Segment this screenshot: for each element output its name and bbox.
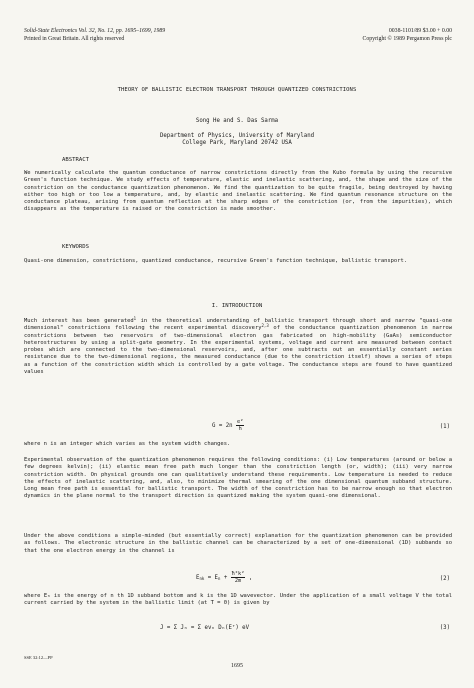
equation-3: J = Σ Jₙ = Σ evₙ Dₙ(Eᶠ) eV xyxy=(160,625,250,631)
intro-paragraph-4: Under the above conditions a simple-minded (but essentially correct) explanation for the quantization phenomenon can be provided as follows. The electronic structure in the ballistic channel can be characterized by a set of one-dimensional (1D) subbands so that the one electron energy in the channel is xyxy=(24,533,452,554)
printed-notice: Printed in Great Britain. All rights reserved xyxy=(24,35,125,42)
equation-3-number: (3) xyxy=(439,625,450,631)
equation-2 xyxy=(196,571,252,584)
equation-1-number: (1) xyxy=(439,424,450,430)
eq2-mid: = E xyxy=(204,575,218,581)
copyright-info xyxy=(252,28,452,43)
intro-p1-text-c: of the conductance quantization phenomenon in narrow constrictions between two reservoirs of two-dimensional electron gas fabricated on high-mobility (GaAs) semiconductor heterostructures by using a split-gate geometry. In the experimental systems, voltage and current are measured between contact probes which are connected to the two-dimensional reservoirs, and, after one subtracts out an essentially constant series resistance due to the two-dimensional regions, the measured conductance (due to the constriction itself) shows a series of steps as a function of the constriction width which is controlled by a gate voltage. The conductance steps are found to have quantized values xyxy=(24,325,452,375)
eq2-lhs: E xyxy=(196,575,200,581)
page-number: 1695 xyxy=(231,663,243,669)
eq2-lhs-subscript: nk xyxy=(199,576,205,581)
journal-citation: Solid-State Electronics Vol. 32, No. 12, pp. 1695–1699, 1989 xyxy=(24,28,166,34)
abstract-text: We numerically calculate the quantum conductance of narrow constrictions directly from the Kubo formula by using the recursive Green's function technique. We study effects of temperature, elastic and inelastic scattering, and, the shape and the size of the constriction on the conductance quantization phenomenon. We find the quantization to be quite fragile, being destroyed by having either too high or too low a temperature, and, by elastic and inelastic scattering. We find quantum resonance structure on the conductance plateau, arising from quantum reflection at the sharp edges of the constriction (or, from the impurities), which disappears as the temperature is raised or the constriction is made smoother. xyxy=(24,170,452,213)
citation-1: 1 xyxy=(133,316,137,321)
keywords-heading: KEYWORDS xyxy=(62,244,89,250)
citation-2-3: 2,3 xyxy=(261,323,269,329)
intro-paragraph-5: where Eₙ is the energy of n th 1D subband bottom and k is the 1D wavevector. Under the application of a small voltage V the total current carried by the system in the ballistic limit (at T = 0) is given by xyxy=(24,593,452,607)
keywords-text: Quasi-one dimension, constrictions, quantized conductance, recursive Green's function technique, ballistic transport. xyxy=(24,258,408,264)
journal-info xyxy=(24,28,244,43)
intro-paragraph-3: Experimental observation of the quantization phenomenon requires the following conditions: (i) Low temperatures (around or below a few degrees kelvin); (ii) elastic mean free path much longer than the constriction length (or, width); (iii) very narrow constriction width. On physical grounds one can qualitatively understand these requirements. Low temperature is needed to reduce the effects of inelastic scattering, and, also, to minimize thermal smearing of the one dimensional quantum subband structure. Long mean free path is essential for ballistic transport. The width of the constriction has to be narrow enough so that electron dynamics in the plane normal to the transport direction is quantized making the system quasi-one dimensional. xyxy=(24,457,452,500)
affiliation-line-2: College Park, Maryland 20742 USA xyxy=(182,140,292,147)
paper-authors: Song He and S. Das Sarma xyxy=(195,118,279,124)
footer-code: SSE 32:12—PP xyxy=(24,655,53,660)
intro-p1-text-a: Much interest has been generated xyxy=(24,318,134,324)
affiliation-line-1: Department of Physics, University of Maryland xyxy=(159,133,315,139)
eq2-denominator: 2m xyxy=(234,578,242,584)
eq1-numerator: e² xyxy=(236,419,244,425)
introduction-heading: I. INTRODUCTION xyxy=(211,303,263,309)
intro-paragraph-2: where n is an integer which varies as the system width changes. xyxy=(24,441,231,447)
abstract-heading: ABSTRACT xyxy=(62,157,89,163)
eq1-fraction xyxy=(236,419,244,432)
eq2-mid-subscript: n xyxy=(217,576,221,581)
eq1-denominator: h xyxy=(238,426,242,432)
eq2-fraction xyxy=(231,571,246,584)
copyright-notice: Copyright © 1989 Pergamon Press plc xyxy=(362,35,452,42)
paper-title: THEORY OF BALLISTIC ELECTRON TRANSPORT THROUGH QUANTIZED CONSTRICTIONS xyxy=(117,87,357,93)
equation-2-number: (2) xyxy=(439,576,450,582)
paper-affiliation xyxy=(0,133,474,148)
equation-1 xyxy=(212,419,244,432)
eq2-numerator: ħ²k² xyxy=(231,571,245,577)
eq2-tail: , xyxy=(245,575,253,581)
intro-paragraph-1 xyxy=(24,318,452,376)
intro-p1-text-b: in the theoretical understanding of ballistic transport through short and narrow "quasi-one dimensional" constrictions following the recent experimental discovery xyxy=(24,318,452,332)
issn-code: 0038-1101/89 $3.00 + 0.00 xyxy=(388,28,452,34)
eq1-lhs: G = 2n xyxy=(212,423,233,429)
eq2-plus: + xyxy=(220,575,231,581)
